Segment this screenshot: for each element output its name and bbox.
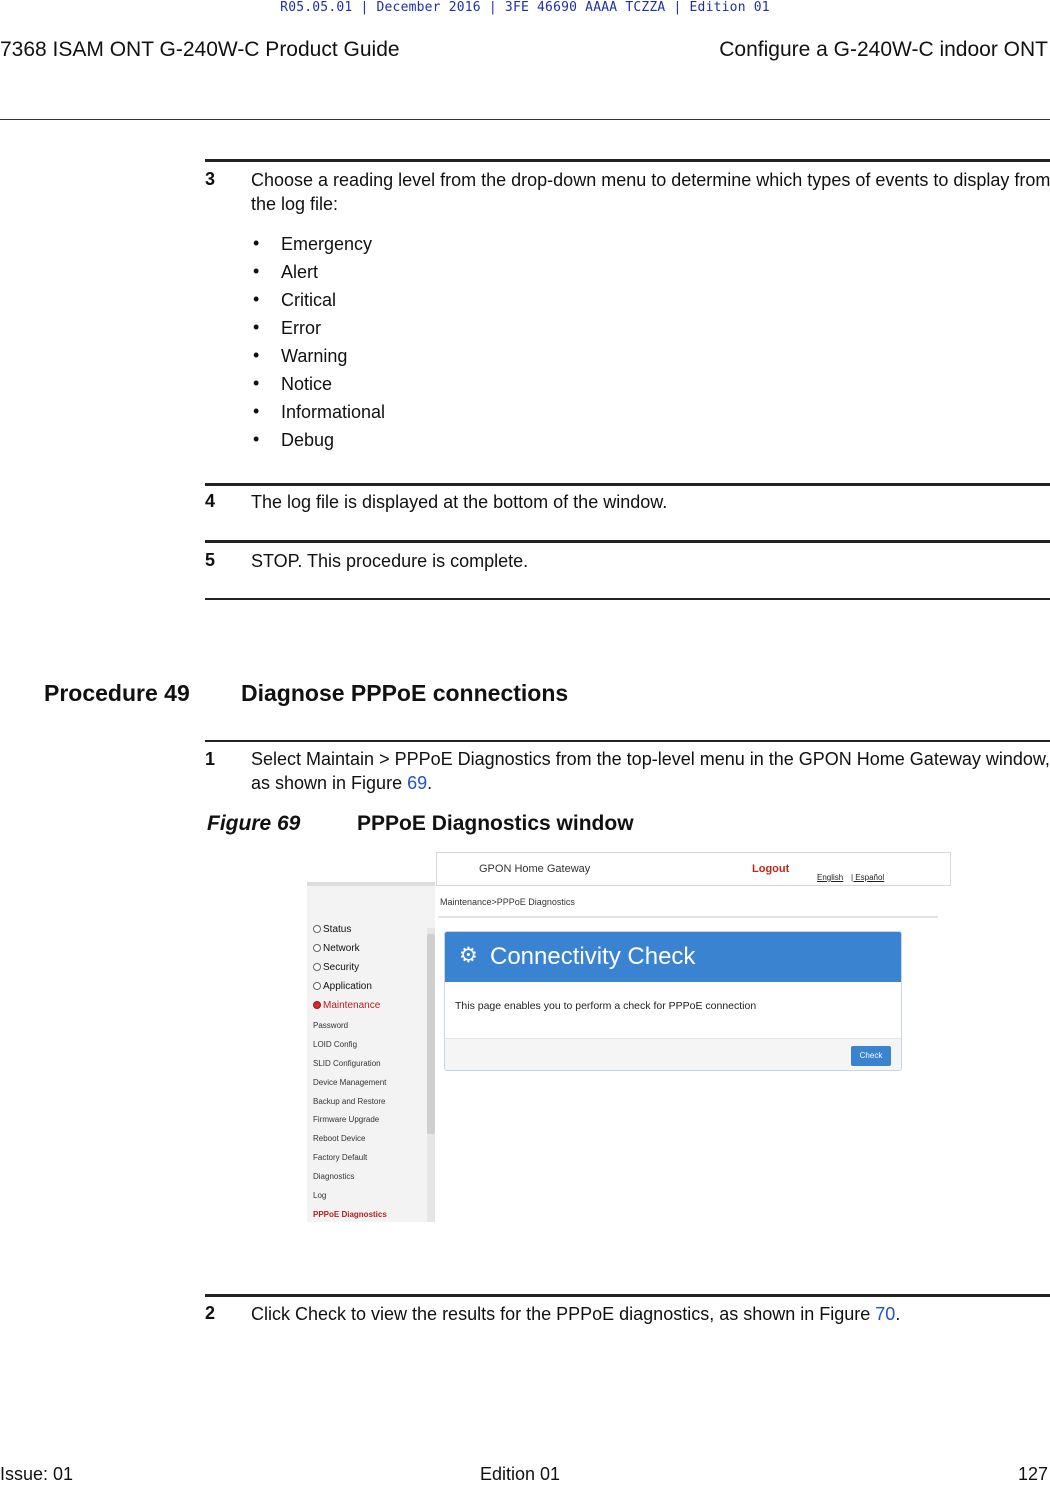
footer-edition: Edition 01 xyxy=(480,1464,561,1484)
app-title: GPON Home Gateway xyxy=(479,863,591,875)
list-item: • Informational xyxy=(251,398,385,426)
list-item: • Emergency xyxy=(251,230,385,258)
sidebar-subitem-reboot-device[interactable]: Reboot Device xyxy=(313,1134,366,1143)
list-item: • Notice xyxy=(251,370,385,398)
bullet-icon: • xyxy=(253,261,260,281)
sidebar-item-status[interactable]: Status xyxy=(313,922,351,938)
list-item: • Warning xyxy=(251,342,385,370)
breadcrumb-divider xyxy=(438,916,938,918)
sidebar-subitem-factory-default[interactable]: Factory Default xyxy=(313,1153,368,1162)
sidebar-subitem-pppoe-diagnostics[interactable]: PPPoE Diagnostics xyxy=(313,1210,387,1219)
bullet-icon: • xyxy=(253,317,260,337)
header-chapter-title: Configure a G-240W-C indoor ONT xyxy=(719,38,1048,61)
procedure-title: Diagnose PPPoE connections xyxy=(241,680,569,706)
step-text: The log file is displayed at the bottom of the window. xyxy=(251,492,668,512)
document-id-banner: R05.05.01 | December 2016 | 3FE 46690 AAAA TCZZA | Edition 01 xyxy=(280,0,770,15)
list-item: • Critical xyxy=(251,286,385,314)
step-number: 2 xyxy=(205,1303,216,1323)
header-document-title: 7368 ISAM ONT G-240W-C Product Guide xyxy=(0,38,400,61)
procedure-label: Procedure 49 xyxy=(44,680,190,706)
footer-issue: Issue: 01 xyxy=(0,1464,74,1484)
step-divider xyxy=(205,483,1050,486)
sidebar-item-security[interactable]: Security xyxy=(313,960,359,976)
pppoe-diagnostics-screenshot xyxy=(307,852,951,1222)
expand-icon xyxy=(313,925,321,933)
log-level-list xyxy=(251,230,385,454)
sidebar-subitem-log[interactable]: Log xyxy=(313,1191,327,1200)
figure-label: Figure 69 xyxy=(207,812,301,835)
panel-footer xyxy=(445,1038,901,1071)
bullet-icon: • xyxy=(253,401,260,421)
step-text: Select Maintain > PPPoE Diagnostics from the top-level menu in the GPON Home Gateway window, as shown in Figure 69. xyxy=(251,749,1050,793)
sidebar-subitem-diagnostics[interactable]: Diagnostics xyxy=(313,1172,355,1181)
sidebar-item-maintenance[interactable]: Maintenance xyxy=(313,998,380,1014)
check-button[interactable]: Check xyxy=(851,1046,891,1066)
sidebar-subitem-password[interactable]: Password xyxy=(313,1021,349,1030)
figure-link[interactable]: 70 xyxy=(875,1304,896,1324)
step-number: 5 xyxy=(205,550,216,570)
sidebar-subitem-device-management[interactable]: Device Management xyxy=(313,1078,387,1087)
sidebar-subitem-backup-restore[interactable]: Backup and Restore xyxy=(313,1097,386,1106)
list-item: • Error xyxy=(251,314,385,342)
sidebar-subitem-firmware-upgrade[interactable]: Firmware Upgrade xyxy=(313,1115,380,1124)
step-divider xyxy=(205,1294,1050,1297)
sidebar-item-network[interactable]: Network xyxy=(313,941,360,957)
header-divider xyxy=(0,119,1050,120)
gear-icon: ⚙ xyxy=(459,944,478,967)
panel-header xyxy=(445,932,901,982)
panel-title: Connectivity Check xyxy=(490,943,696,970)
step-number: 3 xyxy=(205,169,216,189)
list-item: • Debug xyxy=(251,426,385,454)
step-divider xyxy=(205,740,1050,742)
bullet-icon: • xyxy=(253,345,260,365)
bullet-icon: • xyxy=(253,289,260,309)
step-divider xyxy=(205,159,1050,162)
expand-icon xyxy=(313,982,321,990)
procedure-end-divider xyxy=(205,598,1050,600)
page-number: 127 xyxy=(1017,1464,1048,1484)
logout-link[interactable]: Logout xyxy=(752,863,790,875)
step-text: Click Check to view the results for the PPPoE diagnostics, as shown in Figure 70. xyxy=(251,1304,901,1324)
expand-icon xyxy=(313,963,321,971)
bullet-icon: • xyxy=(253,373,260,393)
figure-title: PPPoE Diagnostics window xyxy=(357,812,634,835)
sidebar-item-application[interactable]: Application xyxy=(313,979,372,995)
step-text: STOP. This procedure is complete. xyxy=(251,551,529,571)
figure-link[interactable]: 69 xyxy=(407,773,428,793)
step-divider xyxy=(205,540,1050,543)
connectivity-check-panel xyxy=(444,931,902,1071)
breadcrumb: Maintenance>PPPoE Diagnostics xyxy=(440,897,575,907)
step-number: 4 xyxy=(205,491,216,511)
list-item: • Alert xyxy=(251,258,385,286)
sidebar-subitem-loid-config[interactable]: LOID Config xyxy=(313,1040,358,1049)
language-english-link[interactable]: English xyxy=(817,873,844,882)
sidebar-scroll-thumb[interactable] xyxy=(427,934,435,1134)
collapse-icon xyxy=(313,1001,321,1009)
step-text: Choose a reading level from the drop-down menu to determine which types of events to display from the log file: xyxy=(251,170,1050,214)
sidebar xyxy=(307,882,435,1222)
bullet-icon: • xyxy=(253,233,260,253)
expand-icon xyxy=(313,944,321,952)
panel-description: This page enables you to perform a check for PPPoE connection xyxy=(455,1000,757,1012)
bullet-icon: • xyxy=(253,429,260,449)
sidebar-subitem-slid-configuration[interactable]: SLID Configuration xyxy=(313,1059,381,1068)
gateway-top-bar xyxy=(436,852,951,886)
language-spanish-link[interactable]: | Español xyxy=(851,873,885,882)
step-number: 1 xyxy=(205,749,216,769)
